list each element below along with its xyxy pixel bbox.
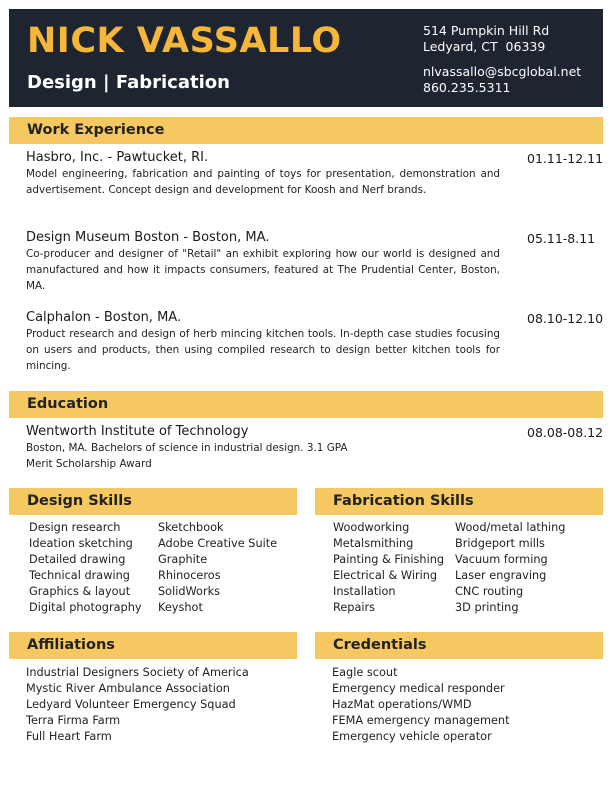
credential-item: Emergency medical responder [332,682,505,695]
section-title: Education [27,396,109,412]
education-date: 08.08-08.12 [527,425,604,440]
section-title: Design Skills [27,493,132,509]
credential-item: Eagle scout [332,666,398,679]
skill-item: Technical drawing [29,569,130,582]
section-title: Work Experience [27,122,165,138]
skill-item: Sketchbook [158,521,224,534]
skill-item: CNC routing [455,585,524,598]
job-date: 08.10-12.10 [527,311,604,326]
job-entry [26,150,500,198]
job-date: 01.11-12.11 [527,151,604,166]
address-line-2: Ledyard, CT 06339 [423,39,546,54]
skill-item: Repairs [333,601,376,614]
skill-item: Detailed drawing [29,553,126,566]
education-entry [26,424,500,472]
affiliation-item: Mystic River Ambulance Association [26,682,230,695]
degree-line: Boston, MA. Bachelors of science in industrial design. 3.1 GPA [26,442,348,454]
skill-item: Painting & Finishing [333,553,445,566]
fabrication-skills-col-2 [455,520,565,616]
job-title: Hasbro, Inc. - Pawtucket, RI. [26,150,209,165]
fabrication-skills-col-1 [333,520,444,616]
credential-item: Emergency vehicle operator [332,730,492,743]
award-line: Merit Scholarship Award [26,458,152,470]
section-bar-credentials [315,632,603,659]
job-description: Co-producer and designer of "Retail" an exhibit exploring how our world is designed and manufactured and how it impacts consumers, featured at The Prudential Center, Boston, MA. [26,248,500,292]
skill-item: Woodworking [333,521,410,534]
email[interactable]: nlvassallo@sbcglobal.net [423,64,582,79]
section-title: Fabrication Skills [333,493,474,509]
section-bar-fabrication-skills [315,488,603,515]
skill-item: Bridgeport mills [455,537,545,550]
skill-item: Adobe Creative Suite [158,537,278,550]
affiliation-item: Ledyard Volunteer Emergency Squad [26,698,236,711]
design-skills-col-2 [158,520,277,616]
tagline: Design | Fabrication [27,72,230,93]
skill-item: SolidWorks [158,585,221,598]
affiliation-item: Industrial Designers Society of America [26,666,249,679]
job-title: Calphalon - Boston, MA. [26,310,182,325]
skill-item: Ideation sketching [29,537,133,550]
section-bar-affiliations [9,632,297,659]
skill-item: 3D printing [455,601,519,614]
skill-item: Keyshot [158,601,203,614]
skill-item: Metalsmithing [333,537,414,550]
skill-item: Design research [29,521,121,534]
section-bar-work-experience [9,117,603,144]
contact-block [423,64,581,96]
job-description: Product research and design of herb mincing kitchen tools. In-depth case studies focusing on users and products, then using compiled research to design better kitchen tools for mincing. [26,328,500,372]
section-bar-design-skills [9,488,297,515]
affiliation-item: Terra Firma Farm [26,714,121,727]
school-name: Wentworth Institute of Technology [26,424,249,439]
affiliation-item: Full Heart Farm [26,730,112,743]
skill-item: Installation [333,585,396,598]
design-skills-col-1 [29,520,142,616]
skill-item: Wood/metal lathing [455,521,566,534]
phone[interactable]: 860.235.5311 [423,80,511,95]
affiliations-list [26,665,249,745]
address-block [423,23,549,55]
candidate-name: NICK VASSALLO [27,21,342,61]
section-title: Credentials [333,637,427,653]
skill-item: Graphite [158,553,208,566]
section-title: Affiliations [27,637,115,653]
skill-item: Vacuum forming [455,553,548,566]
job-entry [26,310,500,374]
skill-item: Rhinoceros [158,569,221,582]
credential-item: FEMA emergency management [332,714,510,727]
job-date: 05.11-8.11 [527,231,596,246]
job-entry [26,230,500,294]
resume-header [9,9,603,107]
credential-item: HazMat operations/WMD [332,698,472,711]
credentials-list [332,665,510,745]
job-title: Design Museum Boston - Boston, MA. [26,230,270,245]
skill-item: Electrical & Wiring [333,569,438,582]
skill-item: Laser engraving [455,569,547,582]
job-description: Model engineering, fabrication and painting of toys for presentation, demonstration and advertisement. Concept design and development for Koosh and Nerf brands. [26,168,500,196]
skill-item: Digital photography [29,601,142,614]
skill-item: Graphics & layout [29,585,131,598]
section-bar-education [9,391,603,418]
address-line-1: 514 Pumpkin Hill Rd [423,23,550,38]
